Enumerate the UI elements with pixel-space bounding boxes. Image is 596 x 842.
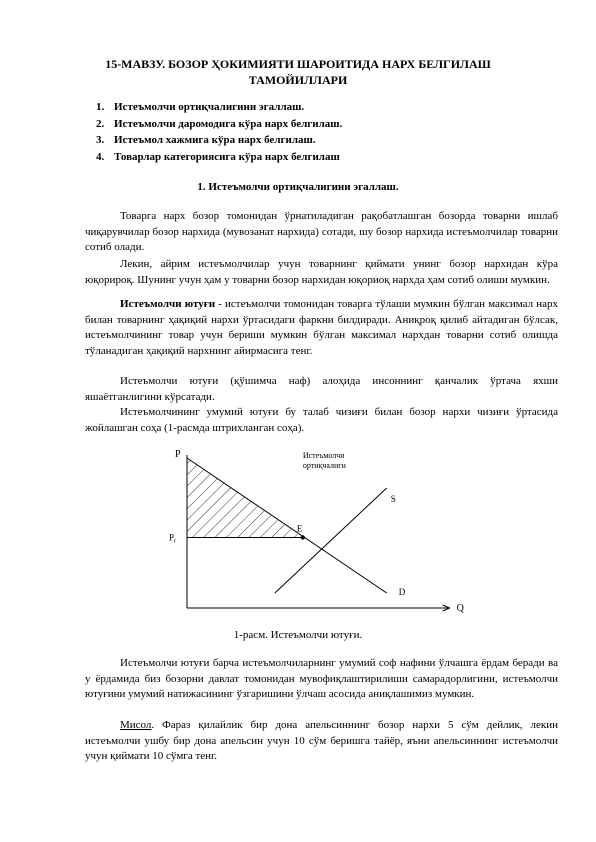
list-text: Истеъмолчи даромодига кўра нарх белгилаш. xyxy=(114,117,343,130)
list-text: Истеъмол хажмига кўра нарх белгилаш. xyxy=(114,134,316,146)
supply-label: S xyxy=(390,494,396,504)
list-item xyxy=(96,132,342,149)
paragraph-text: . Фараз қилайлик бир дона апельсиннинг бозор нархи 5 сўм дейлик, лекин истеъмолчи ушбу бир дона апельсин учун 10 сўм беришга тайёр, яъни апельсиннинг истеъмолчи учун қиймати 10 сўмга тенг. xyxy=(85,719,558,763)
term-bold: Истеъмолчи ютуғи xyxy=(120,298,216,310)
paragraph xyxy=(85,297,558,360)
y-axis-label: P xyxy=(175,449,181,460)
page-title: 15-МАВЗУ. БОЗОР ҲОКИМИЯТИ ШАРОИТИДА НАРХ БЕЛГИЛАШ ТАМОЙИЛЛАРИ xyxy=(105,57,491,87)
paragraph: Истеъмолчининг умумий ютуғи бу талаб чизиғи билан бозор нархи чизиғи ўртасида жойлашган соҳа (1-расмда штрихланган соҳа). xyxy=(85,406,558,434)
list-number: 4. xyxy=(96,150,105,163)
paragraph xyxy=(85,718,558,765)
section-heading: 1. Истеъмолчи ортиқчалигини эгаллаш. xyxy=(197,181,399,193)
price-label: $P_r$ xyxy=(169,532,177,545)
list-number: 2. xyxy=(96,117,105,130)
paragraph: Истеъмолчи ютуғи (қўшимча наф) алоҳида инсоннинг қанчалик ўртача яхши яшаётганлигини кўрсатади. xyxy=(85,375,558,403)
list-number: 1. xyxy=(96,101,105,113)
consumer-surplus-chart xyxy=(160,445,464,620)
list-item xyxy=(96,99,342,116)
paragraph: Истеъмолчи ютуғи барча истеъмолчиларнинг умумий соф нафини ўлчашга ёрдам беради ва у ёрдамида биз бозорни давлат томонидан мувофиқлаштирилиши самарадорлигини, истеъмолчи ютуғини умумий натижасининг ўзгаришини ўлчаш асосида аниқлашимиз мумкин. xyxy=(85,657,558,701)
annotation-line2: ортиқчалиги xyxy=(302,461,346,470)
supply-curve xyxy=(275,488,387,593)
topic-list xyxy=(96,99,342,165)
list-item xyxy=(96,149,342,166)
example-label: Мисол xyxy=(120,719,152,731)
price-label-subscript: r xyxy=(174,538,177,545)
paragraph: Лекин, айрим истеъмолчилар учун товарнинг қиймати унинг бозор нархидан кўра юқорироқ. Шунинг учун ҳам у товарни бозор нархидан юқориоқ нархда ҳам сотиб олиши мумкин. xyxy=(85,258,558,286)
demand-label: D xyxy=(398,587,406,597)
list-number: 3. xyxy=(96,134,105,146)
paragraph-text: - истеъмолчи томонидан товарга тўлаши мумкин бўлган максимал нарх билан товарнинг ҳақиқий нархи ўртасидаги фаркни билдиради. Аниқроқ қилиб айтадиган бўлсак, истеъмолчининг товар учун бериши мумкин бўлган максимал нархдан товарни сотиб олишда тўланадиган ҳақиқий нархнинг айирмасига тенг. xyxy=(85,298,558,358)
annotation-line1: Истеъмолчи xyxy=(302,451,345,460)
figure-caption: 1-расм. Истеъмолчи ютуғи. xyxy=(233,629,363,641)
x-axis-label: Q xyxy=(456,603,464,614)
paragraph: Товарга нарх бозор томонидан ўрнатиладиган рақобатлашган бозорда товарни ишлаб чиқарувчилар бозор нархида (мувозанат нархида) сотади, шу бозор нархида истеъмолчилар товарни сотиб олади. xyxy=(85,210,558,254)
list-text: Товарлар категориясига кўра нарх белгилаш xyxy=(114,150,340,163)
equilibrium-label: E xyxy=(296,523,303,534)
list-text: Истеъмолчи ортиқчалигини эгаллаш. xyxy=(114,101,305,113)
list-item xyxy=(96,116,342,133)
equilibrium-point xyxy=(301,535,305,539)
